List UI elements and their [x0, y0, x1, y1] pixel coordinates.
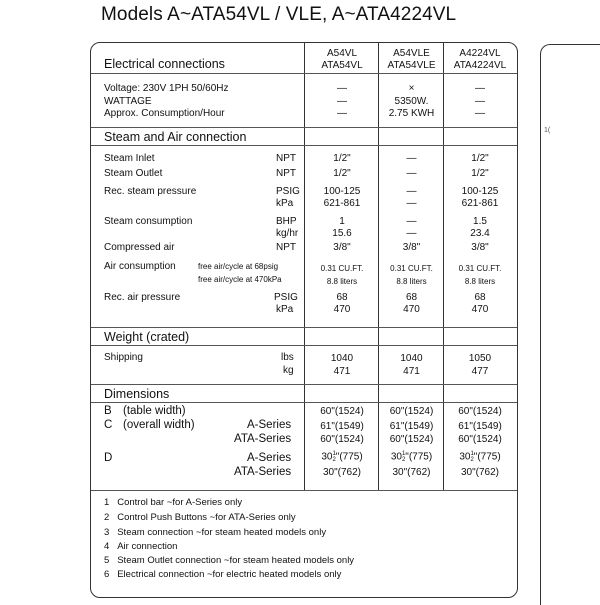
steam-outlet-c2: —	[406, 168, 417, 179]
steam-inlet-label: Steam Inlet	[104, 153, 155, 164]
air-consumption-c3: 0.31 CU.FT. 8.8 liters	[458, 264, 502, 286]
dim-c-letter: C	[104, 419, 113, 431]
col2-header: A54VLE ATA54VLE	[387, 48, 436, 71]
compressed-air-unit: NPT	[276, 242, 296, 253]
section-weight: Weight (crated)	[104, 330, 190, 344]
col1-header: A54VL ATA54VL	[321, 48, 363, 71]
steam-pressure-c2: — —	[406, 186, 417, 209]
dim-d-ata-c1: 30"(762)	[322, 467, 362, 478]
section-steam-air: Steam and Air connection	[104, 130, 247, 144]
wattage-label: WATTAGE	[104, 96, 152, 107]
note-2: 2 Control Push Buttons ~for ATA-Series only	[104, 512, 296, 523]
dim-c-ata-c3: 60"(1524)	[458, 434, 502, 445]
air-consumption-label: Air consumption	[104, 261, 176, 272]
col-divider-2	[378, 43, 379, 490]
rule-notes	[91, 490, 517, 491]
dim-b-letter: B	[104, 405, 112, 417]
dim-c-a-c2: 61"(1549)	[389, 421, 434, 432]
steam-outlet-c3: 1/2"	[471, 168, 489, 179]
dim-c-ata-series: ATA-Series	[234, 433, 292, 445]
voltage-c3: —	[475, 83, 485, 94]
dim-c-a-c1: 61"(1549)	[320, 421, 364, 432]
compressed-air-c1: 3/8"	[333, 242, 351, 253]
steam-consumption-unit2: kg/hr	[276, 228, 299, 239]
note-4: 4 Air connection	[104, 541, 178, 552]
dim-b-c2: 60"(1524)	[389, 406, 434, 417]
air-consumption-sub2: free air/cycle at 470kPa	[198, 275, 282, 284]
dim-b-label: (table width)	[123, 405, 186, 417]
page-title: Models A~ATA54VL / VLE, A~ATA4224VL	[101, 4, 457, 25]
air-pressure-unit: PSIG	[274, 292, 298, 303]
steam-consumption-c1: 1 15.6	[332, 216, 352, 239]
shipping-unit: lbs	[281, 352, 294, 363]
dim-d-ata-c3: 30"(762)	[460, 467, 500, 478]
dim-c-ata-c2: 60"(1524)	[389, 434, 434, 445]
air-pressure-c3: 68 470	[471, 292, 489, 315]
shipping-label: Shipping	[104, 352, 143, 363]
note-5: 5 Steam Outlet connection ~for steam heated models only	[104, 555, 355, 566]
steam-pressure-unit2: kPa	[276, 198, 294, 209]
shipping-c2: 1040 471	[400, 353, 423, 377]
steam-consumption-c2: — —	[406, 216, 417, 239]
steam-inlet-c3: 1/2"	[471, 153, 489, 164]
steam-consumption-label: Steam consumption	[104, 216, 193, 227]
dim-d-letter: D	[104, 452, 113, 464]
dim-c-a-c3: 61"(1549)	[458, 421, 502, 432]
steam-pressure-c3: 100-125 621-861	[461, 186, 499, 209]
steam-inlet-unit: NPT	[276, 153, 296, 164]
steam-inlet-c1: 1/2"	[333, 153, 351, 164]
voltage-c2: ×	[408, 83, 415, 94]
air-pressure-unit2: kPa	[276, 304, 294, 315]
dim-d-a-c2: 301 2"(775)	[390, 451, 433, 463]
rule-dimensions-header	[91, 402, 517, 403]
rule-weight	[91, 327, 517, 328]
col-divider-1	[304, 43, 305, 490]
dim-d-ata-series: ATA-Series	[234, 466, 292, 478]
rule-dimensions	[91, 384, 517, 385]
air-pressure-c2: 68 470	[403, 292, 420, 315]
dim-d-ata-c2: 30"(762)	[392, 467, 431, 478]
dim-b-c3: 60"(1524)	[458, 406, 502, 417]
shipping-c3: 1050 477	[468, 353, 492, 377]
rule-steam-header	[91, 145, 517, 146]
consumption-c3: —	[475, 108, 485, 119]
dim-d-a-series: A-Series	[247, 452, 292, 464]
shipping-c1: 1040 471	[330, 353, 354, 377]
adjacent-panel-mark: 1(	[544, 127, 551, 134]
air-consumption-sub1: free air/cycle at 68psig	[198, 262, 279, 271]
air-consumption-c1: 0.31 CU.FT. 8.8 liters	[320, 264, 364, 286]
consumption-label: Approx. Consumption/Hour	[104, 108, 225, 119]
note-6: 6 Electrical connection ~for electric heated models only	[104, 569, 342, 580]
dim-d-a-c3: 301 2"(775)	[459, 451, 501, 463]
steam-outlet-label: Steam Outlet	[104, 168, 163, 179]
note-3: 3 Steam connection ~for steam heated models only	[104, 527, 327, 538]
wattage-c1: —	[337, 96, 347, 107]
shipping-unit2: kg	[283, 365, 294, 376]
voltage-c1: —	[337, 83, 347, 94]
rule-header	[91, 73, 517, 74]
steam-consumption-unit: BHP	[276, 216, 297, 227]
wattage-c2: 5350W.	[394, 96, 429, 107]
section-dimensions: Dimensions	[104, 387, 170, 401]
dim-c-ata-c1: 60"(1524)	[320, 434, 364, 445]
steam-consumption-c3: 1.5 23.4	[470, 216, 490, 239]
wattage-c3: —	[475, 96, 485, 107]
air-pressure-label: Rec. air pressure	[104, 292, 181, 303]
voltage-label: Voltage: 230V 1PH 50/60Hz	[104, 83, 229, 94]
compressed-air-label: Compressed air	[104, 242, 175, 253]
col3-header: A4224VL ATA4224VL	[453, 48, 507, 71]
note-1: 1 Control bar ~for A-Series only	[104, 497, 243, 508]
steam-pressure-label: Rec. steam pressure	[104, 186, 197, 197]
rule-weight-header	[91, 345, 517, 346]
compressed-air-c2: 3/8"	[402, 242, 421, 253]
col-divider-3	[443, 43, 444, 490]
section-electrical: Electrical connections	[104, 57, 225, 71]
dim-b-c1: 60"(1524)	[320, 406, 364, 417]
consumption-c2: 2.75 KWH	[388, 108, 435, 119]
consumption-c1: —	[337, 108, 347, 119]
dim-d-a-c1: 301 2"(775)	[321, 451, 363, 463]
steam-outlet-unit: NPT	[276, 168, 296, 179]
compressed-air-c3: 3/8"	[471, 242, 489, 253]
dim-c-label: (overall width)	[123, 419, 195, 431]
dim-c-a-series: A-Series	[247, 419, 292, 431]
steam-inlet-c2: —	[406, 153, 417, 164]
rule-electrical	[91, 127, 517, 128]
air-pressure-c1: 68 470	[333, 292, 351, 315]
air-consumption-c2: 0.31 CU.FT. 8.8 liters	[390, 264, 433, 286]
spec-table	[90, 42, 518, 598]
steam-outlet-c1: 1/2"	[333, 168, 351, 179]
steam-pressure-c1: 100-125 621-861	[323, 186, 361, 209]
steam-pressure-unit: PSIG	[276, 186, 300, 197]
